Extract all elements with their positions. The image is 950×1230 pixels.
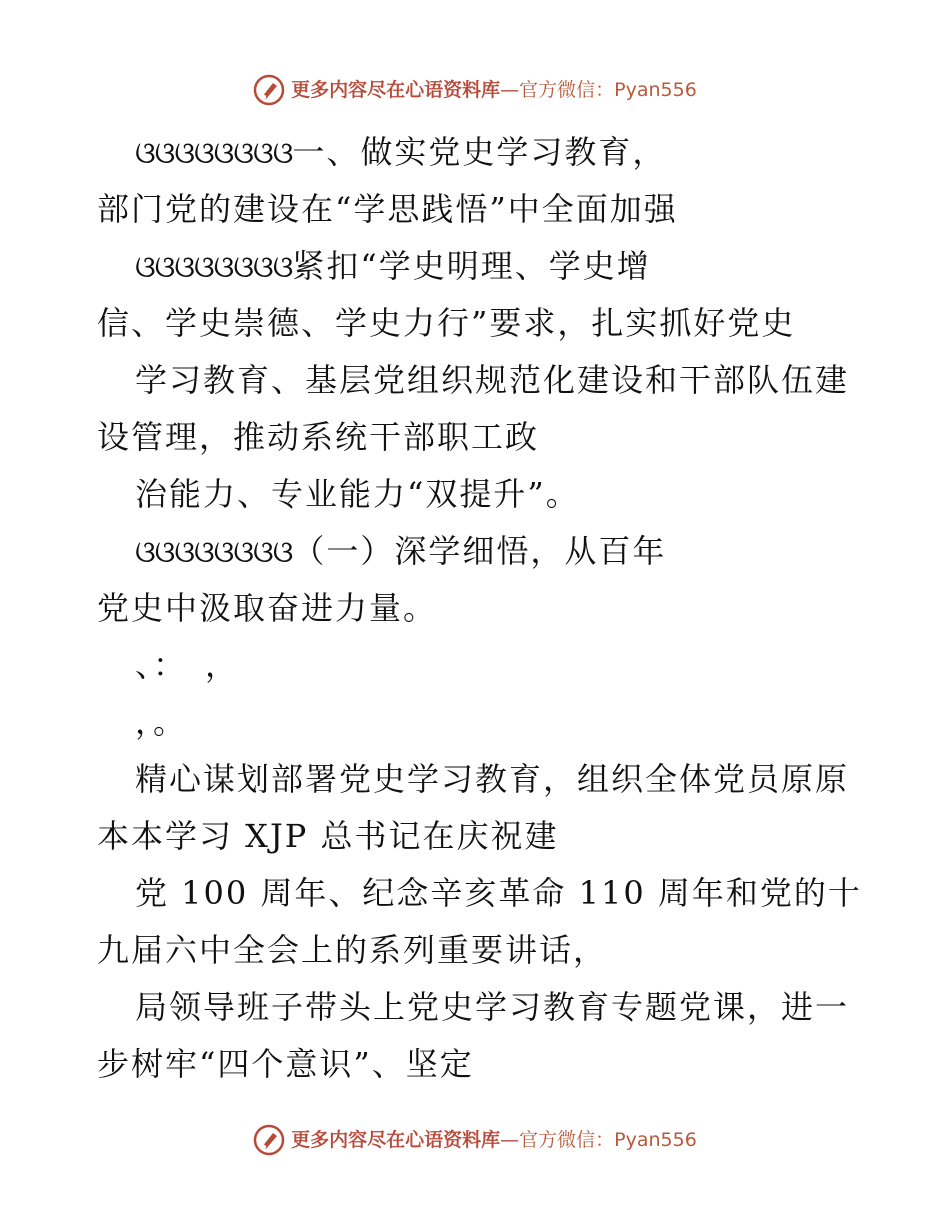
paragraph-line	[97, 238, 857, 295]
paragraph-line: 学习教育、基层党组织规范化建设和干部队伍建	[135, 361, 850, 399]
paragraph-line: 本本学习 XJP 总书记在庆祝建	[97, 817, 559, 855]
paragraph-line: 、： ，	[135, 646, 240, 684]
watermark-sub-text: 官方微信：Pyan556	[519, 1129, 697, 1151]
pen-logo-icon	[253, 1124, 285, 1156]
paragraph-line: 精心谋划部署党史学习教育，组织全体党员原原	[135, 760, 850, 798]
ornament-glyphs: ଓଓଓଓଓଓଓଓ	[135, 250, 293, 285]
watermark-dash: —	[500, 1129, 520, 1151]
paragraph-line: 党 100 周年、纪念辛亥革命 110 周年和党的十	[135, 874, 862, 912]
ornament-glyphs: ଓଓଓଓଓଓଓଓ	[135, 535, 293, 570]
paragraph-line: 步树牢“四个意识”、坚定	[97, 1045, 474, 1083]
paragraph-text: 一、做实党史学习教育，	[292, 133, 667, 171]
paragraph-line: 九届六中全会上的系列重要讲话，	[97, 931, 608, 969]
paragraph-line: 局领导班子带头上党史学习教育专题党课，进一	[135, 988, 850, 1026]
paragraph-line: 信、学史崇德、学史力行”要求，扎实抓好党史	[97, 304, 796, 342]
paragraph-line: 部门党的建设在“学思践悟”中全面加强	[97, 190, 678, 228]
pen-logo-icon	[253, 74, 285, 106]
paragraph-line: 党史中汲取奋进力量。	[97, 589, 438, 627]
paragraph-line	[97, 124, 857, 181]
watermark-sub-text: 官方微信：Pyan556	[519, 79, 697, 101]
paragraph-line: ，。	[135, 703, 188, 741]
header-watermark	[0, 74, 950, 106]
watermark-main-text: 更多内容尽在心语资料库	[291, 79, 501, 101]
paragraph-text: （一）深学细悟，从百年	[292, 532, 667, 570]
watermark-dash: —	[500, 79, 520, 101]
watermark-main-text: 更多内容尽在心语资料库	[291, 1129, 501, 1151]
paragraph-line: 治能力、专业能力“双提升”。	[135, 475, 580, 513]
ornament-glyphs: ଓଓଓଓଓଓଓଓ	[135, 136, 293, 171]
paragraph-line: 设管理，推动系统干部职工政	[97, 418, 540, 456]
document-body	[97, 124, 862, 1093]
footer-watermark	[0, 1124, 950, 1156]
paragraph-text: 紧扣“学史明理、学史增	[292, 247, 651, 285]
paragraph-line	[97, 523, 857, 580]
